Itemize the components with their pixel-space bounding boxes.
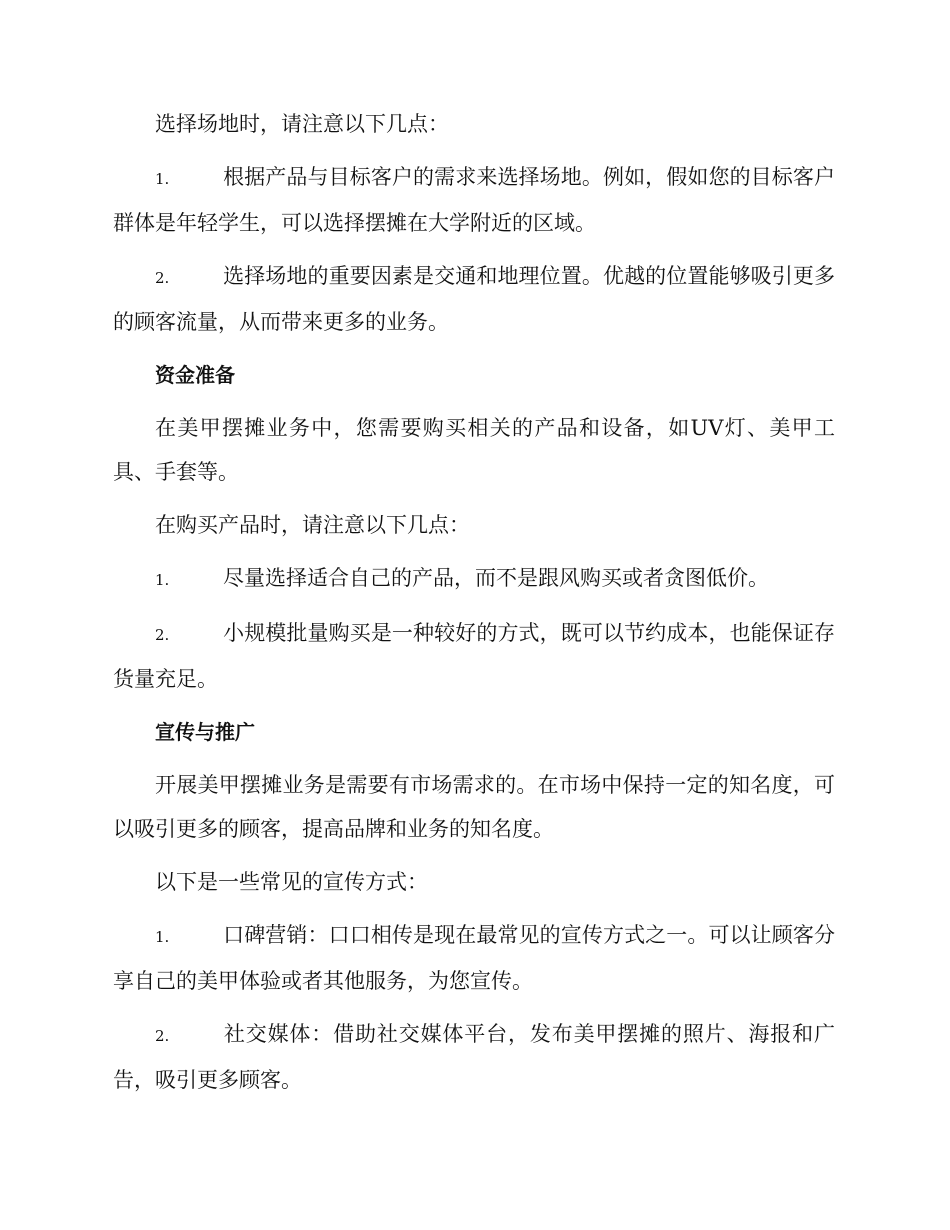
list-number: 2. [155, 626, 170, 644]
list-item [113, 155, 835, 245]
paragraph-venue-intro: 选择场地时，请注意以下几点： [155, 112, 449, 136]
list-item [113, 913, 835, 1003]
list-item-text: 根据产品与目标客户的需求来选择场地。例如，假如您的目标客户群体是年轻学生，可以选择摆摊在大学附近的区域。 [113, 165, 835, 235]
list-item-text: 尽量选择适合自己的产品，而不是跟风购买或者贪图低价。 [223, 566, 769, 590]
paragraph-funding: 在美甲摆摊业务中，您需要购买相关的产品和设备，如UV灯、美甲工具、手套等。 [113, 416, 835, 484]
list-item [113, 254, 835, 344]
list-item [113, 611, 835, 701]
list-item-text: 口碑营销：口口相传是现在最常见的宣传方式之一。可以让顾客分享自己的美甲体验或者其他服务，为您宣传。 [113, 923, 835, 993]
list-item-text: 社交媒体：借助社交媒体平台，发布美甲摆摊的照片、海报和广告，吸引更多顾客。 [113, 1022, 835, 1092]
list-number: 1. [155, 571, 170, 589]
list-item [113, 556, 835, 602]
document-page [113, 102, 835, 1111]
list-item [113, 1012, 835, 1102]
list-number: 2. [155, 269, 170, 287]
paragraph-promotion-methods-intro: 以下是一些常见的宣传方式： [155, 870, 428, 894]
list-item-text: 选择场地的重要因素是交通和地理位置。优越的位置能够吸引更多的顾客流量，从而带来更多的业务。 [113, 264, 835, 334]
section-heading-funding: 资金准备 [155, 363, 235, 387]
list-number: 1. [155, 170, 170, 188]
list-number: 1. [155, 928, 170, 946]
paragraph-purchase-intro: 在购买产品时，请注意以下几点： [155, 513, 470, 537]
list-number: 2. [155, 1027, 170, 1045]
list-item-text: 小规模批量购买是一种较好的方式，既可以节约成本，也能保证存货量充足。 [113, 621, 835, 691]
paragraph-promotion: 开展美甲摆摊业务是需要有市场需求的。在市场中保持一定的知名度，可以吸引更多的顾客，提高品牌和业务的知名度。 [113, 773, 835, 841]
section-heading-promotion: 宣传与推广 [155, 720, 255, 744]
